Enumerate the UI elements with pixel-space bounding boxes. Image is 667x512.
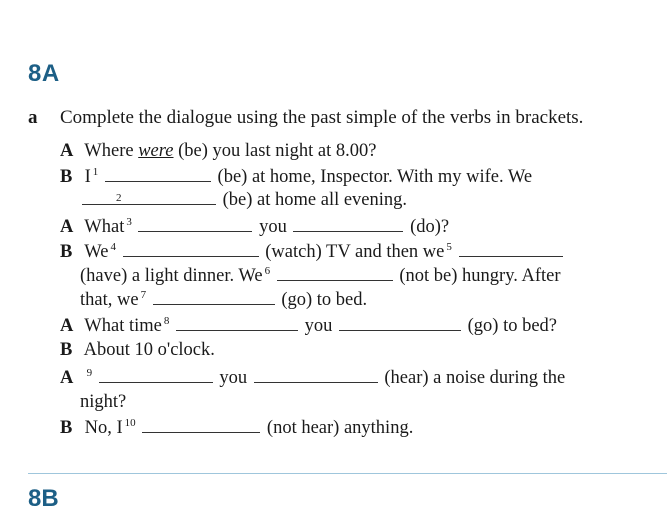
- answer-blank-3[interactable]: [138, 217, 252, 232]
- dialogue-line-2: [60, 166, 532, 188]
- line-text: (be) you last night at 8.00?: [178, 141, 377, 161]
- gap-number: 10: [124, 417, 136, 429]
- line-text: (be) at home, Inspector. With my wife. We: [217, 167, 533, 188]
- dialogue-line-6: [80, 265, 561, 287]
- gap-number: 3: [126, 216, 132, 228]
- answer-blank-5[interactable]: [459, 242, 563, 257]
- answer-blank-9[interactable]: [99, 368, 213, 383]
- section-divider: [28, 473, 667, 474]
- line-text: What: [84, 217, 125, 238]
- answer-blank-4[interactable]: [123, 242, 259, 257]
- speaker-label: A: [60, 368, 74, 389]
- answer-blank-8[interactable]: [176, 316, 298, 331]
- line-text: you: [259, 217, 287, 238]
- gap-number: 1: [92, 166, 99, 178]
- line-text: No, I: [84, 418, 123, 439]
- speaker-label: B: [60, 340, 73, 360]
- task-instruction: Complete the dialogue using the past simple of the verbs in brackets.: [60, 107, 584, 128]
- line-text: you: [219, 368, 248, 389]
- line-text: night?: [80, 392, 127, 412]
- dialogue-line-10: [60, 367, 565, 389]
- line-text: Where: [84, 141, 134, 161]
- dialogue-line-11: [80, 392, 126, 413]
- dialogue-line-9: [60, 340, 215, 361]
- dialogue-line-8: [60, 315, 557, 337]
- line-text: (go) to bed.: [281, 290, 368, 311]
- line-text: What time: [84, 316, 162, 337]
- line-text: (not be) hungry. After: [399, 266, 561, 287]
- task-letter: a: [28, 107, 38, 128]
- dialogue-line-3: [80, 190, 407, 211]
- gap-number: 7: [140, 289, 147, 301]
- answer-blank-7[interactable]: [153, 290, 275, 305]
- gap-number: 5: [446, 241, 452, 253]
- line-text: About 10 o'clock.: [83, 340, 215, 360]
- speaker-label: A: [60, 316, 74, 337]
- dialogue-line-5: [60, 241, 565, 263]
- answer-blank-1[interactable]: [105, 167, 211, 182]
- gap-number: 2: [116, 192, 122, 204]
- speaker-label: B: [60, 418, 73, 439]
- speaker-label: B: [60, 242, 73, 263]
- answer-blank-10[interactable]: [142, 418, 260, 433]
- answer-blank-2[interactable]: [82, 190, 216, 205]
- speaker-label: A: [60, 141, 74, 161]
- line-text: (be) at home all evening.: [222, 190, 408, 210]
- line-text: (not hear) anything.: [266, 418, 414, 439]
- dialogue-line-1: [60, 141, 376, 162]
- line-text: (watch) TV and then we: [265, 242, 445, 263]
- gap-number: 6: [264, 265, 271, 277]
- line-text: (hear) a noise during the: [384, 368, 566, 389]
- line-text: (have) a light dinner. We: [80, 266, 263, 287]
- line-text: you: [304, 316, 333, 337]
- line-text: I: [84, 167, 91, 188]
- answer-blank-8b[interactable]: [339, 316, 461, 331]
- gap-number: 4: [110, 241, 116, 253]
- line-text: (go) to bed?: [467, 316, 558, 337]
- line-text: that, we: [80, 290, 139, 311]
- answer-blank-6[interactable]: [277, 266, 393, 281]
- gap-number: 8: [163, 315, 170, 327]
- speaker-label: B: [60, 167, 73, 188]
- line-text: (do)?: [410, 217, 450, 238]
- example-answer: were: [138, 141, 174, 161]
- gap-number: 9: [86, 367, 93, 379]
- section-heading: 8A: [28, 60, 60, 87]
- dialogue-line-4: [60, 216, 449, 238]
- dialogue-line-12: [60, 417, 413, 439]
- speaker-label: A: [60, 217, 74, 238]
- answer-blank-3b[interactable]: [293, 217, 403, 232]
- line-text: We: [84, 242, 109, 263]
- dialogue-line-7: [80, 289, 367, 311]
- next-section-heading: 8B: [28, 485, 59, 512]
- answer-blank-9b[interactable]: [254, 368, 378, 383]
